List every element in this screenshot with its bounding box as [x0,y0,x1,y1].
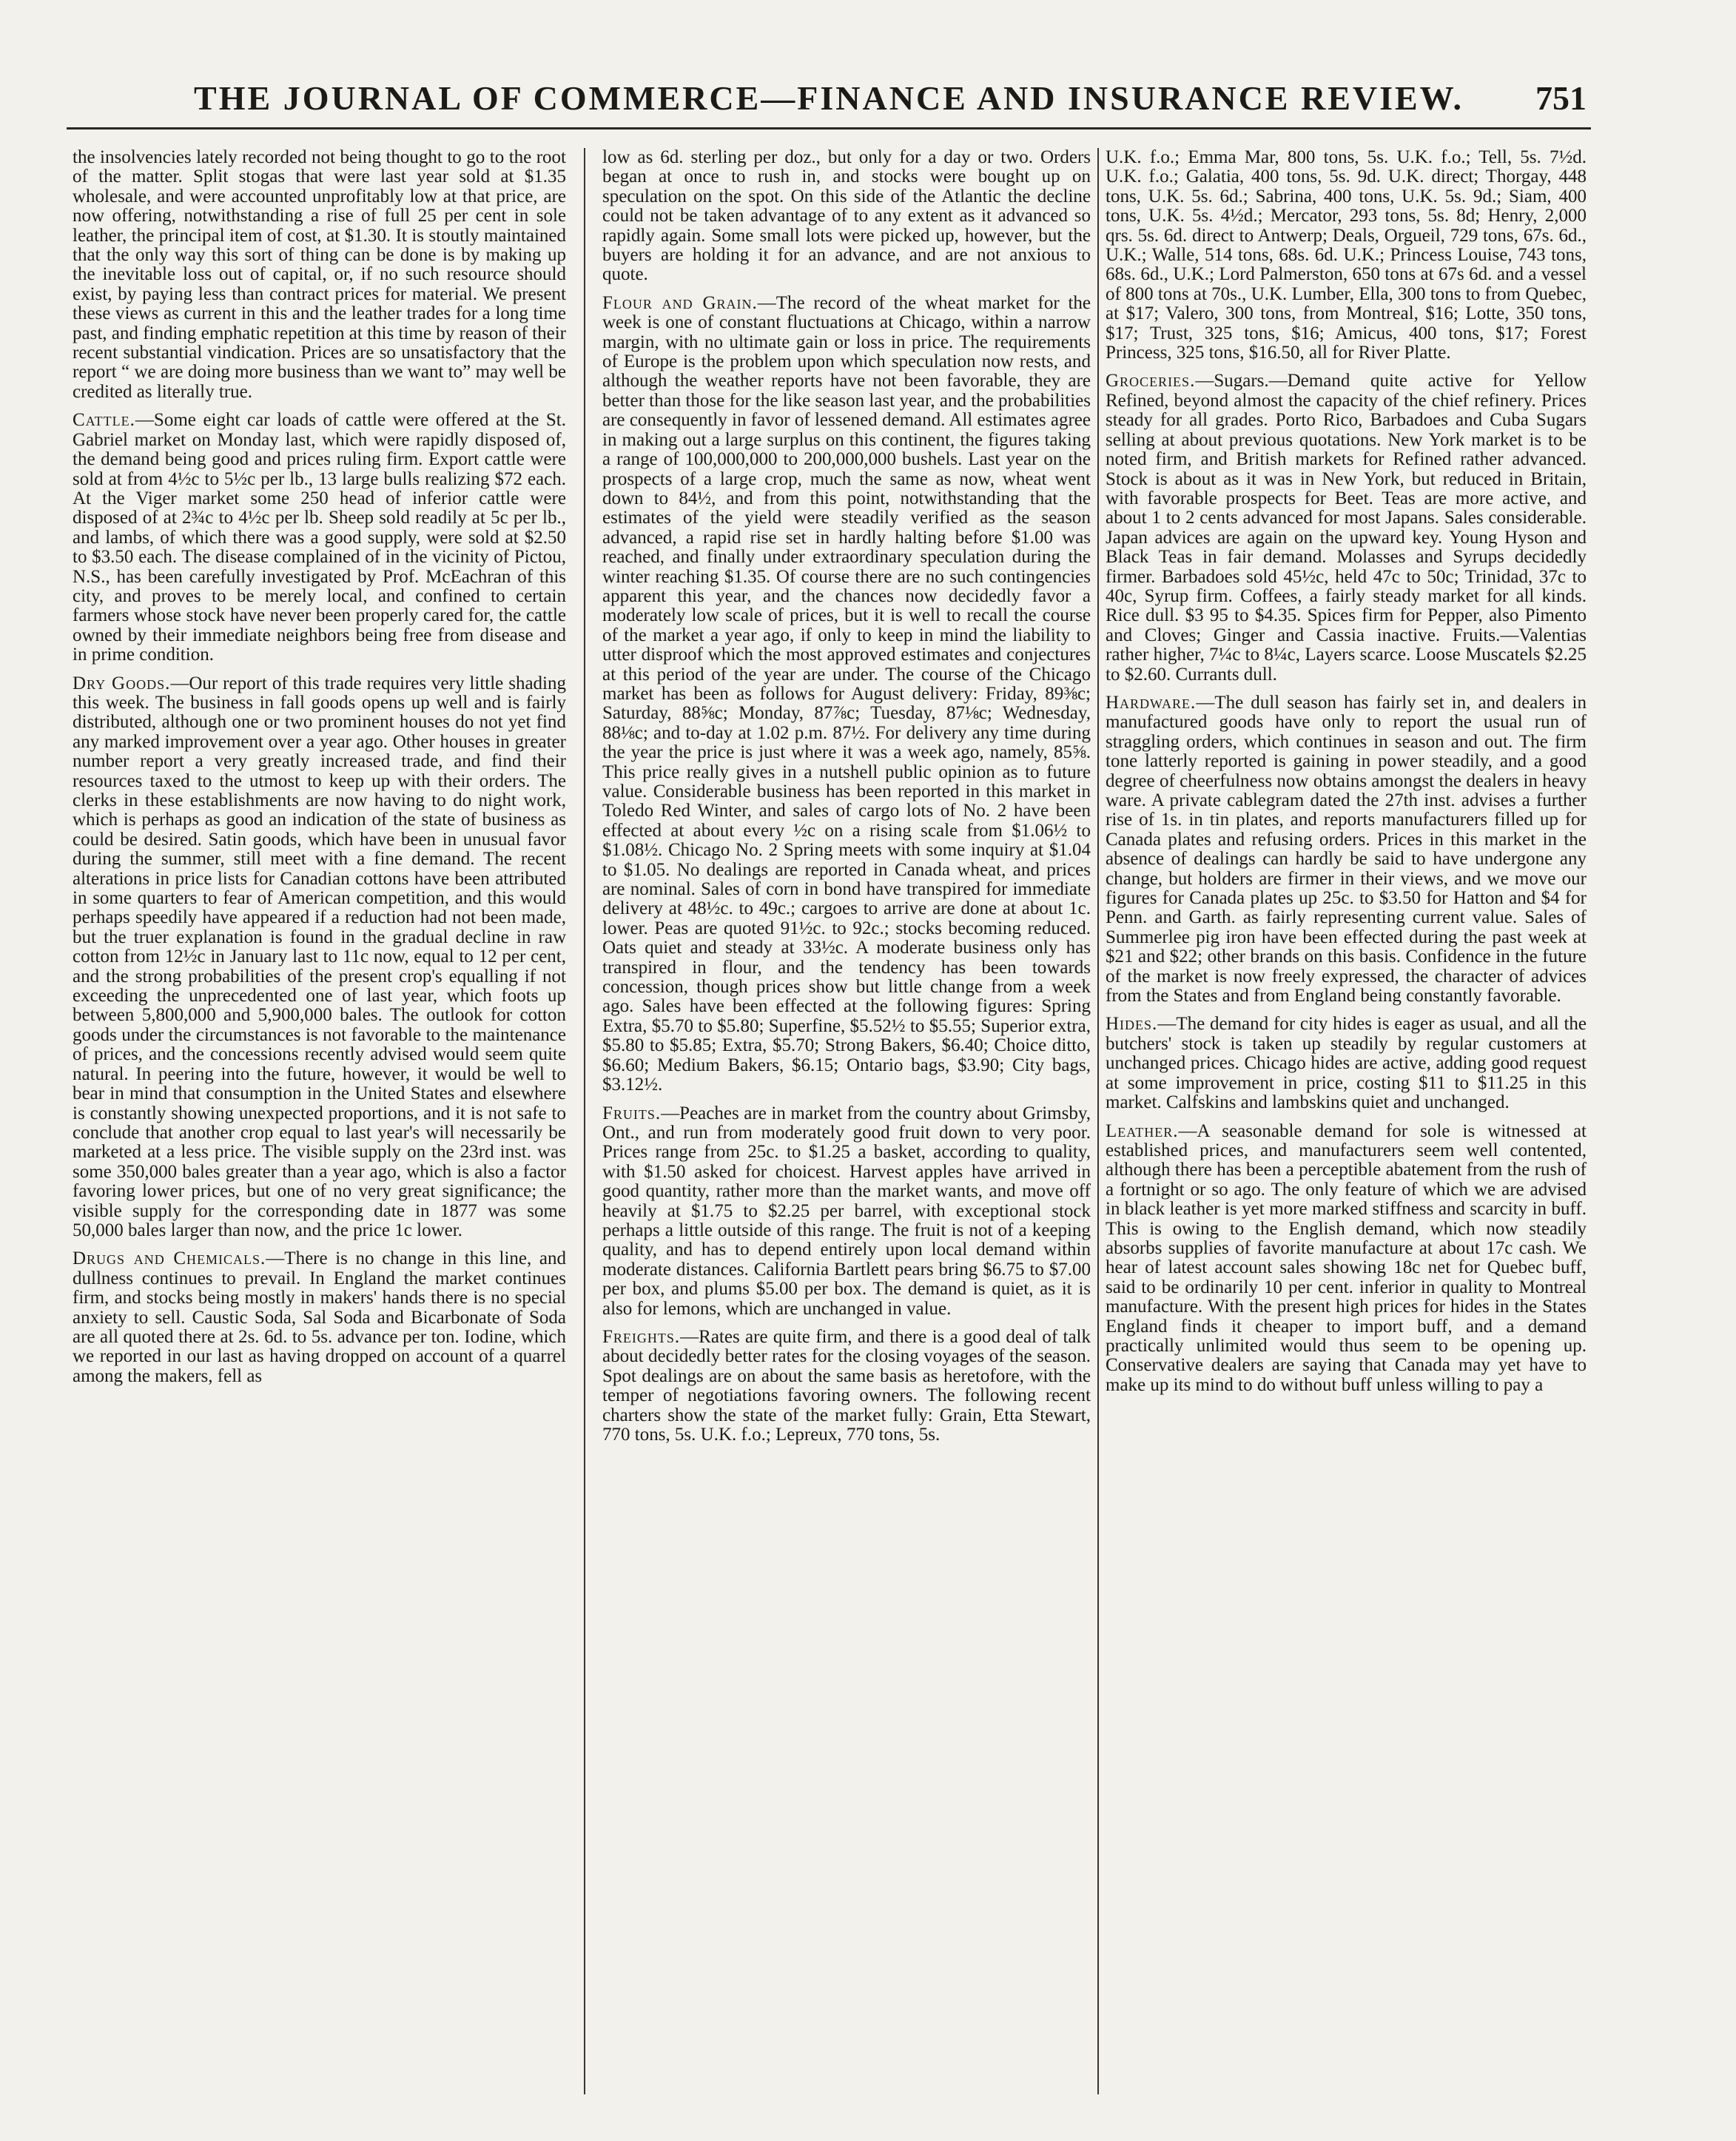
page-number: 751 [1535,79,1587,117]
column-divider [1097,148,1099,2094]
article-paragraph: Leather.—A seasonable demand for sole is witnessed at established prices, and manufacturers seem well contented, although there has been a perceptible abatement from the rush of a fortnight or so ago. The only feature of which we are advised in black leather is yet more marked stiffness and scarcity in buff. This is owing to the English demand, which now steadily absorbs supplies of favorite manufacture at about 17c cash. We hear of latest account sales showing 18c net for Quebec buff, said to be ordinarily 10 per cent. inferior in quality to Montreal manufacture. With the present high prices for hides in the States England finds it cheaper to import buff, and a demand practically unlimited would thus seem to be opening up. Conservative dealers are saying that Canada may yet have to make up its mind to do without buff unless willing to pay a [1106,1120,1587,1395]
column-2 [602,148,1091,2094]
article-paragraph: Dry Goods.—Our report of this trade requires very little shading this week. The business in fall goods opens up well and is fairly distributed, although one or two prominent houses do not yet find any marked improvement over a year ago. Other houses in greater number report a very greatly increased trade, and find their resources taxed to the utmost to keep up with their orders. The clerks in these establishments are now having to do night work, which is perhaps as good an indication of the state of business as could be desired. Satin goods, which have been in unusual favor during the summer, still meet with a fine demand. The recent alterations in price lists for Canadian cottons have been attributed in some quarters to fear of American competition, and this would perhaps speedily have appeared if a reduction had not been made, but the truer explanation is found in the gradual decline in raw cotton from 12½c in January last to 11c now, equal to 12 per cent, and the strong probabilities of the present crop's equalling if not exceeding the unprecedented one of last year, which foots up between 5,800,000 and 5,900,000 bales. The outlook for cotton goods under the circumstances is not favorable to the maintenance of prices, and the concessions recently advised would seem quite natural. In peering into the future, however, it would be well to bear in mind that consumption in the United States and elsewhere is constantly showing unexpected proportions, and it is not safe to conclude that another crop equal to last year's will necessarily be marketed at a less price. The visible supply on the 23rd inst. was some 350,000 bales greater than a year ago, which is also a factor favoring lower prices, but one of no very great significance; the visible supply for the corresponding date in 1877 was some 50,000 bales larger than now, and the price 1c lower. [73,673,566,1240]
section-heading: Groceries. [1106,371,1196,391]
section-heading: Fruits. [602,1103,662,1123]
article-paragraph: Cattle.—Some eight car loads of cattle were offered at the St. Gabriel market on Monday last, which were rapidly disposed of, the demand being good and prices ruling firm. Export cattle were sold at from 4½c to 5½c per lb., 13 large bulls realizing $72 each. At the Viger market some 250 head of inferior cattle were disposed of at 2¾c to 4½c per lb. Sheep sold readily at 5c per lb., and lambs, of which there was a good supply, were sold at $2.50 to $3.50 each. The disease complained of in the vicinity of Pictou, N.S., has been carefully investigated by Prof. McEachran of this city, and proves to be merely local, and confined to certain farmers whose stock have never been properly cared for, the cattle owned by their immediate neighbors being free from disease and in prime condition. [73,410,566,665]
article-paragraph: Hardware.—The dull season has fairly set in, and dealers in manufactured goods have only to report the usual run of straggling orders, which continues in season and out. The firm tone latterly reported is gaining in power steadily, and a good degree of cheerfulness now obtains amongst the dealers in heavy ware. A private cablegram dated the 27th inst. advises a further rise of 1s. in tin plates, and reports manufacturers filled up for Canada plates and refusing orders. Prices in this market in the absence of dealings can hardly be said to have undergone any change, but holders are firmer in their views, and we move our figures for Canada plates up 25c. to $3.50 for Hatton and $4 for Penn. and Garth. as fairly representing current value. Sales of Summerlee pig iron have been effected during the past week at $21 and $22; other brands on this basis. Confidence in the future of the market is now freely expressed, the character of advices from the States and from England being constantly favorable. [1106,692,1587,1006]
section-heading: Dry Goods. [73,673,171,693]
section-heading: Leather. [1106,1120,1179,1141]
column-1 [73,148,566,2094]
section-heading: Hides. [1106,1014,1158,1035]
article-paragraph: Freights.—Rates are quite firm, and there is a good deal of talk about decidedly better rates for the closing voyages of the season. Spot dealings are on about the same basis as heretofore, with the temper of negotiations favoring owners. The following recent charters show the state of the market fully: Grain, Etta Stewart, 770 tons, 5s. U.K. f.o.; Lepreux, 770 tons, 5s. [602,1326,1091,1445]
column-3 [1106,148,1587,2094]
article-paragraph: Fruits.—Peaches are in market from the country about Grimsby, Ont., and run from moderately good fruit down to very poor. Prices range from 25c. to $1.25 a basket, according to quality, with $1.50 asked for choicest. Harvest apples have arrived in good quantity, rather more than the market wants, and move off heavily at $1.75 to $2.25 per barrel, with exceptional stock perhaps a little outside of this range. The fruit is not of a keeping quality, and has to depend entirely upon local demand within moderate distances. California Bartlett pears bring $6.75 to $7.00 per box, and plums $5.00 per box. The demand is quiet, as it is also for lemons, which are unchanged in value. [602,1103,1091,1319]
journal-title: THE JOURNAL OF COMMERCE—FINANCE AND INSURANCE REVIEW. [194,79,1464,117]
article-paragraph: Hides.—The demand for city hides is eager as usual, and all the butchers' stock is taken up steadily by regular customers at unchanged prices. Chicago hides are active, adding good request at some improvement in price, costing $11 to $11.25 in this market. Calfskins and lambskins quiet and unchanged. [1106,1014,1587,1113]
section-heading: Drugs and Chemicals. [73,1248,266,1269]
article-paragraph: low as 6d. sterling per doz., but only for a day or two. Orders began at once to rush in, and stocks were bought up on speculation on the spot. On this side of the Atlantic the decline could not be taken advantage of to any extent as it advanced so rapidly again. Some small lots were picked up, however, but the buyers are holding it for an advance, and are not anxious to quote. [602,148,1091,285]
section-heading: Flour and Grain. [602,292,758,313]
section-heading: Cattle. [73,410,135,431]
page-header [67,74,1591,141]
article-paragraph: the insolvencies lately recorded not being thought to go to the root of the matter. Split stogas that were last year sold at $1.35 wholesale, and were accounted unprofitably low at that price, are now offering, notwithstanding a rise of full 25 per cent in sole leather, the principal item of cost, at $1.30. It is stoutly maintained that the only way this sort of thing can be done is by making up the inevitable loss out of capital, or, if no such resource should exist, by paying less than contract prices for material. We present these views as current in this and the leather trades for a long time past, and finding emphatic repetition at this time by reason of their recent substantial vindication. Prices are so unsatisfactory that the report “ we are doing more business than we want to” may well be credited as literally true. [73,148,566,402]
article-paragraph: Flour and Grain.—The record of the wheat market for the week is one of constant fluctuations at Chicago, within a narrow margin, with no ultimate gain or loss in price. The requirements of Europe is the problem upon which speculation now rests, and although the weather reports have not been favorable, they are better than those for the like season last year, and the probabilities are consequently in favor of lessened demand. All estimates agree in making out a large surplus on this continent, the figures taking a range of 100,000,000 to 200,000,000 bushels. Last year on the prospects of a large crop, much the same as now, wheat went down to 84½, and from this point, notwithstanding that the estimates of the yield were steadily verified as the season advanced, a rapid rise set in hardly halting before $1.00 was reached, and finally under extraordinary speculation during the winter reaching $1.35. Of course there are no such contingencies apparent this year, and the chances now decidedly favor a moderately low scale of prices, but it is well to recall the course of the market a year ago, if only to keep in mind the liability to utter disproof which the most approved estimates and conjectures at this period of the year are under. The course of the Chicago market has been as follows for August delivery: Friday, 89⅜c; Saturday, 88⅝c; Monday, 87⅞c; Tuesday, 87⅛c; Wednesday, 88⅛c; and to-day at 1.02 p.m. 87½. For delivery any time during the year the price is just where it was a week ago, namely, 85⅝. This price really gives in a nutshell public opinion as to future value. Considerable business has been reported in this market in Toledo Red Winter, and sales of cargo lots of No. 2 have been effected at about every ½c on a rising scale from $1.06½ to $1.08½. Chicago No. 2 Spring meets with some inquiry at $1.04 to $1.05. No dealings are reported in Canada wheat, and prices are nominal. Sales of corn in bond have transpired for immediate delivery at 48½c. to 49c.; cargoes to arrive are done at about 1c. lower. Peas are quoted 91½c. to 92c.; stocks becoming reduced. Oats quiet and steady at 33½c. A moderate business only has transpired in flour, and the tendency has been towards concession, though prices show but little change from a week ago. Sales have been effected at the following figures: Spring Extra, $5.70 to $5.80; Superfine, $5.52½ to $5.55; Superior extra, $5.80 to $5.85; Extra, $5.70; Strong Bakers, $6.40; Choice ditto, $6.60; Medium Bakers, $6.15; Ontario bags, $3.90; City bags, $3.12½. [602,292,1091,1095]
article-paragraph: U.K. f.o.; Emma Mar, 800 tons, 5s. U.K. f.o.; Tell, 5s. 7½d. U.K. f.o.; Galatia, 400 tons, 5s. 9d. U.K. direct; Thorgay, 448 tons, U.K. 5s. 6d.; Sabrina, 400 tons, U.K. 5s. 9d.; Siam, 400 tons, U.K. 5s. 4½d.; Mercator, 293 tons, 5s. 8d; Henry, 2,000 qrs. 5s. 6d. direct to Antwerp; Deals, Orgueil, 729 tons, 67s. 6d., U.K.; Walle, 514 tons, 68s. 6d. U.K.; Princess Louise, 743 tons, 68s. 6d., U.K.; Lord Palmerston, 650 tons at 67s 6d. and a vessel of 800 tons at 70s., U.K. Lumber, Ella, 300 tons to from Quebec, at $17; Valero, 300 tons, from Montreal, $16; Lotte, 350 tons, $17; Trust, 325 tons, $16; Amicus, 400 tons, $17; Forest Princess, 325 tons, $16.50, all for River Platte. [1106,148,1587,363]
article-paragraph: Groceries.—Sugars.—Demand quite active for Yellow Refined, beyond almost the capacity of the chief refinery. Prices steady for all grades. Porto Rico, Barbadoes and Cuba Sugars selling at about previous quotations. New York market is to be noted firm, and British markets for Refined rather advanced. Stock is about as it was in New York, but reduced in Britain, with favorable prospects for Beet. Teas are more active, and about 1 to 2 cents advanced for most Japans. Sales considerable. Japan advices are again on the upward key. Young Hyson and Black Teas in fair demand. Molasses and Syrups decidedly firmer. Barbadoes sold 45½c, held 47c to 50c; Trinidad, 37c to 40c, Syrup firm. Coffees, a fairly steady market for all kinds. Rice dull. $3 95 to $4.35. Spices firm for Pepper, also Pimento and Cloves; Ginger and Cassia inactive. Fruits.—Valentias rather higher, 7¼c to 8¼c, Layers scarce. Loose Muscatels $2.25 to $2.60. Currants dull. [1106,371,1587,685]
header-rule [67,127,1591,130]
section-heading: Hardware. [1106,692,1197,713]
column-divider [584,148,585,2094]
section-heading: Freights. [602,1326,681,1347]
article-paragraph: Drugs and Chemicals.—There is no change in this line, and dullness continues to prevail. In England the market continues firm, and stocks being mostly in makers' hands there is no special anxiety to sell. Caustic Soda, Sal Soda and Bicarbonate of Soda are all quoted there at 2s. 6d. to 5s. advance per ton. Iodine, which we reported in our last as having dropped on account of a quarrel among the makers, fell as [73,1248,566,1386]
